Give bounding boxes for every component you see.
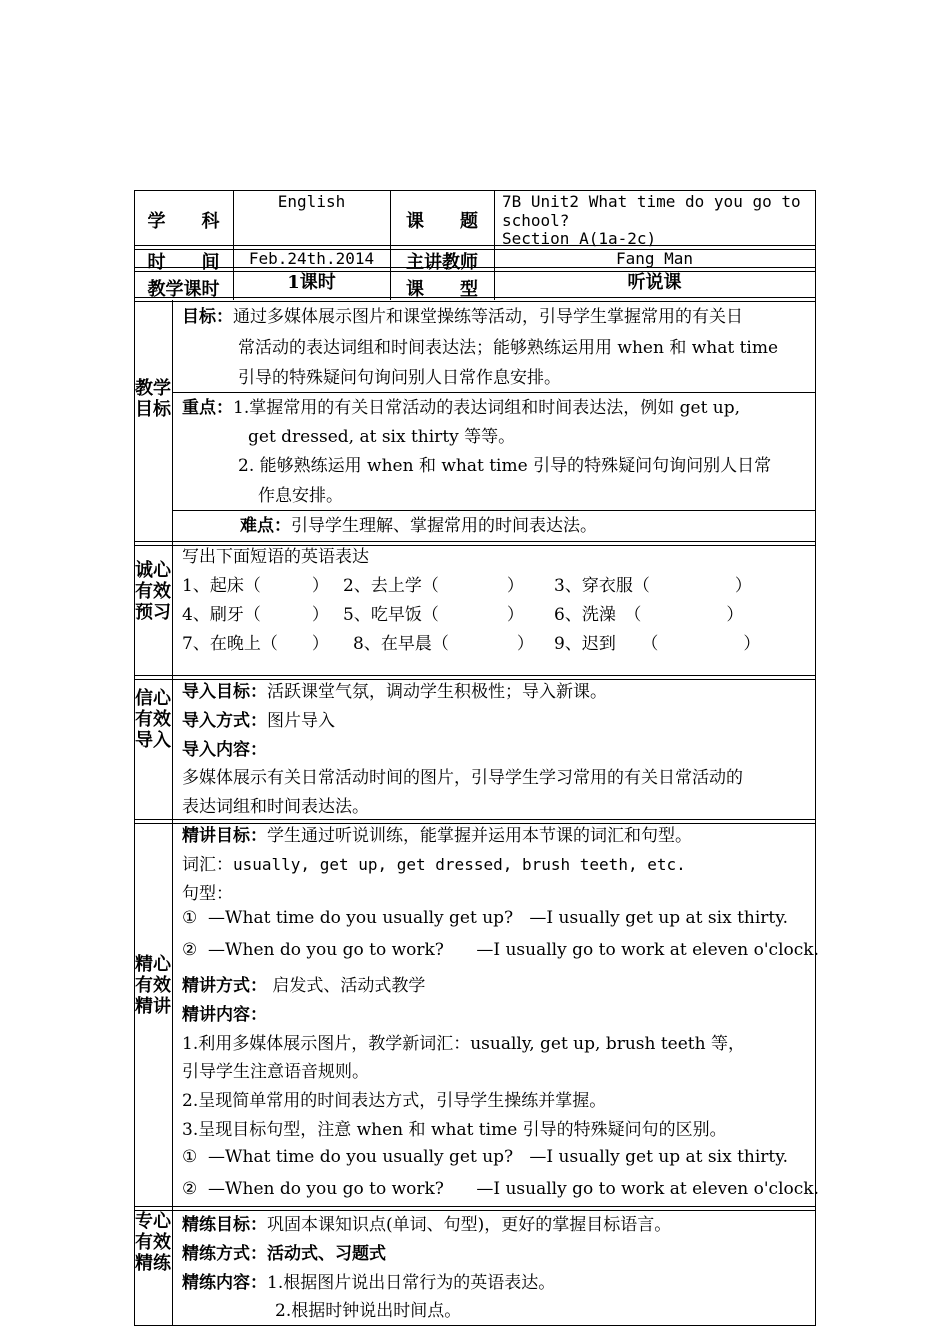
practice-content-1: 1.根据图片说出日常行为的英语表达。 — [267, 1273, 556, 1293]
teacher-label: 主讲教师 — [406, 252, 478, 273]
vocab-text: usually, get up, get dressed, brush teeth, etc. — [233, 855, 686, 874]
goal-label: 目标： — [182, 307, 233, 327]
lead-in-goal-label: 导入目标： — [182, 682, 267, 702]
subject-label: 学 科 — [147, 211, 220, 232]
sentence-pattern-1: ① —What time do you usually get up? —I usually get up at six thirty. — [182, 908, 788, 928]
key-point-2: 2. 能够熟练运用 when 和 what time 引导的特殊疑问句询问别人日常 — [238, 456, 772, 476]
table-left-border — [134, 190, 135, 1326]
list-item: 2、去上学（ ） — [343, 576, 524, 596]
lead-in-content-line-2: 表达词组和时间表达法。 — [182, 797, 369, 817]
topic-line-2: school? — [502, 211, 570, 230]
pattern-label: 句型： — [182, 884, 233, 904]
hours-label: 教学课时 — [147, 279, 220, 300]
teaching-content-2: 2.呈现简单常用的时间表达方式，引导学生操练并掌握。 — [182, 1091, 607, 1111]
topic-line-3: Section A(1a-2c) — [502, 229, 657, 248]
practice-goal — [182, 1210, 671, 1235]
preview-intro: 写出下面短语的英语表达 — [182, 547, 369, 567]
subject-value: English — [277, 192, 346, 211]
goal-text: 通过多媒体展示图片和课堂操练等活动，引导学生掌握常用的有关日 — [233, 307, 743, 327]
goal-line-3: 引导的特殊疑问句询问别人日常作息安排。 — [238, 368, 561, 388]
difficulty-label: 难点： — [240, 516, 291, 536]
teaching-method-text: 启发式、活动式教学 — [267, 976, 426, 996]
practice-goal-label: 精练目标： — [182, 1215, 267, 1235]
practice-method-label: 精练方式： — [182, 1244, 267, 1264]
practice-goal-text: 巩固本课知识点(单词、句型)，更好的掌握目标语言。 — [267, 1215, 672, 1235]
teaching-goal-text: 学生通过听说训练，能掌握并运用本节课的词汇和句型。 — [267, 826, 692, 846]
lead-in-section-label: 信心有效导入 — [135, 688, 171, 751]
table-top-border — [134, 190, 816, 191]
table-right-border — [815, 190, 816, 1326]
list-item: 6、洗澡 （ ） — [554, 605, 744, 625]
lead-in-method-label: 导入方式： — [182, 711, 267, 731]
lead-in-method — [182, 706, 335, 731]
teaching-goal-label: 精讲目标： — [182, 826, 267, 846]
sentence-pattern-4: ② —When do you go to work? —I usually go to work at eleven o'clock. — [182, 1179, 819, 1199]
time-label: 时 间 — [147, 252, 220, 273]
objective-key — [182, 393, 740, 418]
key-point-2-cont: 作息安排。 — [258, 486, 343, 506]
teaching-goal — [182, 821, 692, 846]
objectives-section-label: 教学目标 — [135, 378, 171, 420]
list-item: 9、迟到 （ ） — [554, 634, 761, 654]
objective-goal — [182, 302, 743, 327]
teaching-content-3: 3.呈现目标句型，注意 when 和 what time 引导的特殊疑问句的区别。 — [182, 1120, 727, 1140]
topic-line-1: 7B Unit2 What time do you go to — [502, 192, 801, 211]
list-item: 1、起床（ ） — [182, 576, 329, 596]
key-point-1: 1.掌握常用的有关日常活动的表达词组和时间表达法，例如 get up, — [233, 398, 741, 418]
teaching-method — [182, 971, 425, 996]
difficulty-text: 引导学生理解、掌握常用的时间表达法。 — [291, 516, 597, 536]
type-value: 听说课 — [627, 272, 682, 293]
sentence-pattern-3: ① —What time do you usually get up? —I usually get up at six thirty. — [182, 1147, 788, 1167]
practice-content-label: 精练内容： — [182, 1273, 267, 1293]
preview-section-label: 诚心有效预习 — [135, 560, 171, 623]
sentence-pattern-2: ② —When do you go to work? —I usually go to work at eleven o'clock. — [182, 940, 819, 960]
list-item: 3、穿衣服（ ） — [554, 576, 752, 596]
lead-in-goal-text: 活跃课堂气氛，调动学生积极性；导入新课。 — [267, 682, 607, 702]
key-point-1-cont: get dressed, at six thirty 等等。 — [248, 427, 516, 447]
practice-method — [182, 1239, 386, 1264]
teaching-content-1-cont: 引导学生注意语音规则。 — [182, 1062, 369, 1082]
list-item: 4、刷牙（ ） — [182, 605, 329, 625]
vocab-label: 词汇： — [182, 855, 233, 875]
column-divider — [172, 300, 173, 1326]
vocab-line — [182, 850, 686, 875]
teacher-value: Fang Man — [615, 249, 694, 268]
lead-in-goal — [182, 677, 607, 702]
time-value: Feb.24th.2014 — [248, 249, 375, 268]
type-label: 课 型 — [406, 279, 478, 300]
teaching-content-1: 1.利用多媒体展示图片，教学新词汇：usually, get up, brush teeth 等， — [182, 1034, 745, 1054]
practice-method-text: 活动式、习题式 — [267, 1244, 386, 1264]
practice-content-2: 2.根据时钟说出时间点。 — [275, 1301, 462, 1321]
goal-line-2: 常活动的表达词组和时间表达法；能够熟练运用用 when 和 what time — [238, 338, 779, 358]
key-label: 重点： — [182, 398, 233, 418]
table-bottom-border — [134, 1325, 816, 1326]
lead-in-content-label: 导入内容： — [182, 740, 267, 760]
list-item: 5、吃早饭（ ） — [343, 605, 524, 625]
teaching-method-label: 精讲方式： — [182, 976, 267, 996]
hours-value: 1课时 — [287, 272, 336, 293]
objective-difficulty — [240, 511, 597, 536]
lead-in-content-line-1: 多媒体展示有关日常活动时间的图片，引导学生学习常用的有关日常活动的 — [182, 768, 743, 788]
list-item: 8、在早晨（ ） — [353, 634, 534, 654]
practice-content — [182, 1268, 555, 1293]
list-item: 7、在晚上（ ） — [182, 634, 329, 654]
teaching-section-label: 精心有效精讲 — [135, 954, 171, 1017]
practice-section-label: 专心有效精练 — [135, 1211, 171, 1274]
teaching-content-label: 精讲内容： — [182, 1005, 267, 1025]
lead-in-method-text: 图片导入 — [267, 711, 335, 731]
topic-label: 课 题 — [406, 211, 478, 232]
